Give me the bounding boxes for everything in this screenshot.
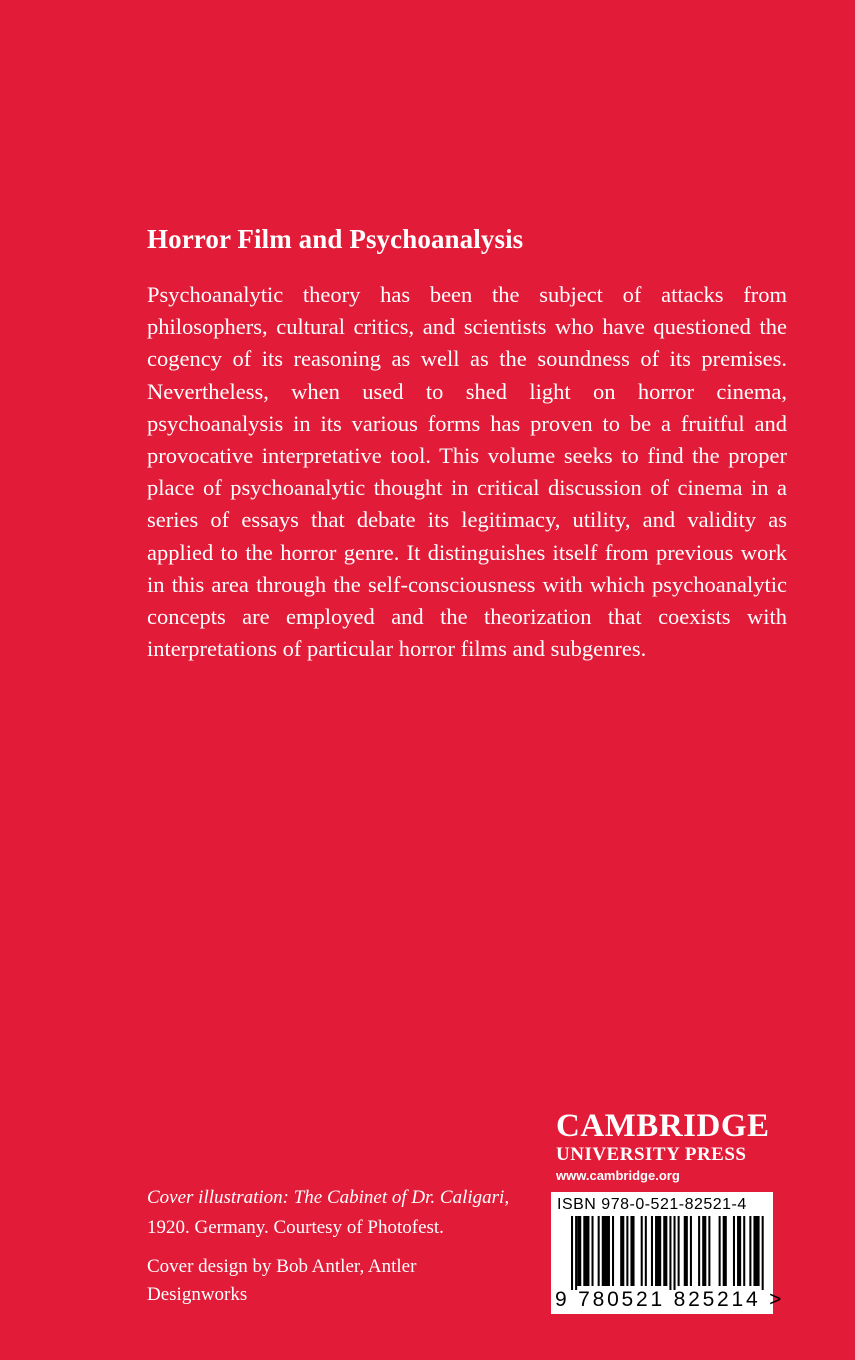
barcode-bar bbox=[655, 1216, 661, 1286]
barcode-bar bbox=[612, 1216, 614, 1286]
barcode-icon bbox=[559, 1216, 765, 1290]
barcode-bar bbox=[723, 1216, 727, 1286]
barcode-bar bbox=[641, 1216, 643, 1286]
publisher-url: www.cambridge.org bbox=[556, 1168, 680, 1183]
barcode-bar bbox=[733, 1216, 735, 1286]
barcode-bar bbox=[690, 1216, 692, 1286]
barcode-bar bbox=[684, 1216, 688, 1286]
barcode-bar bbox=[645, 1216, 647, 1286]
barcode-bar bbox=[575, 1216, 577, 1290]
barcode-bar bbox=[719, 1216, 721, 1286]
barcode-bar bbox=[663, 1216, 667, 1286]
barcode-panel bbox=[551, 1192, 785, 1314]
barcode-bar bbox=[592, 1216, 594, 1286]
barcode-bar bbox=[698, 1216, 700, 1286]
barcode-bar bbox=[753, 1216, 759, 1286]
barcode-bar bbox=[737, 1216, 741, 1286]
barcode-bar bbox=[702, 1216, 706, 1286]
barcode-bar bbox=[630, 1216, 634, 1286]
illustration-detail: 1920. Germany. Courtesy of Photofest. bbox=[147, 1217, 444, 1238]
barcode-bar bbox=[669, 1216, 671, 1290]
barcode-bar bbox=[674, 1216, 676, 1290]
barcode-bar bbox=[749, 1216, 751, 1286]
publisher-name: CAMBRIDGE bbox=[556, 1108, 770, 1144]
book-description: Psychoanalytic theory has been the subject of attacks from philosophers, cultural critics, and scientists who have questioned the cogency of its reasoning as well as the soundness of its premises. Nevertheless, when used to shed light on horror cinema, psychoanalysis in its various forms has proven to be a fruitful and provocative interpretative tool. This volume seeks to find the proper place of psychoanalytic thought in critical discussion of cinema in a series of essays that debate its legitimacy, utility, and validity as applied to the horror genre. It distinguishes itself from previous work in this area through the self-consciousness with which psychoanalytic concepts are employed and the theorization that coexists with interpretations of particular horror films and subgenres. bbox=[147, 282, 787, 662]
illustration-label: Cover illustration: bbox=[147, 1187, 289, 1208]
isbn-label: ISBN 978-0-521-82521-4 bbox=[557, 1196, 747, 1213]
barcode-bar bbox=[762, 1216, 764, 1290]
barcode-bar bbox=[598, 1216, 600, 1286]
cover-design-credit: Cover design by Bob Antler, Antler Designworks bbox=[147, 1256, 417, 1305]
barcode-digits: 9 780521 825214 > bbox=[555, 1288, 785, 1311]
barcode-bar bbox=[583, 1216, 589, 1286]
barcode-bar bbox=[678, 1216, 680, 1286]
barcode-bar bbox=[571, 1216, 573, 1290]
barcode-bar bbox=[620, 1216, 624, 1286]
barcode-bar bbox=[708, 1216, 710, 1286]
barcode-bar bbox=[651, 1216, 653, 1286]
barcode-bar bbox=[602, 1216, 610, 1286]
barcode-bar bbox=[743, 1216, 745, 1286]
barcode-bar bbox=[626, 1216, 628, 1286]
illustration-film-title: The Cabinet of Dr. Caligari, bbox=[293, 1187, 510, 1208]
publisher-block bbox=[556, 1108, 774, 1186]
publisher-subname: UNIVERSITY PRESS bbox=[556, 1144, 747, 1165]
book-title: Horror Film and Psychoanalysis bbox=[147, 224, 524, 254]
barcode-bar bbox=[577, 1216, 581, 1286]
cover-illustration-credit bbox=[147, 1183, 547, 1243]
